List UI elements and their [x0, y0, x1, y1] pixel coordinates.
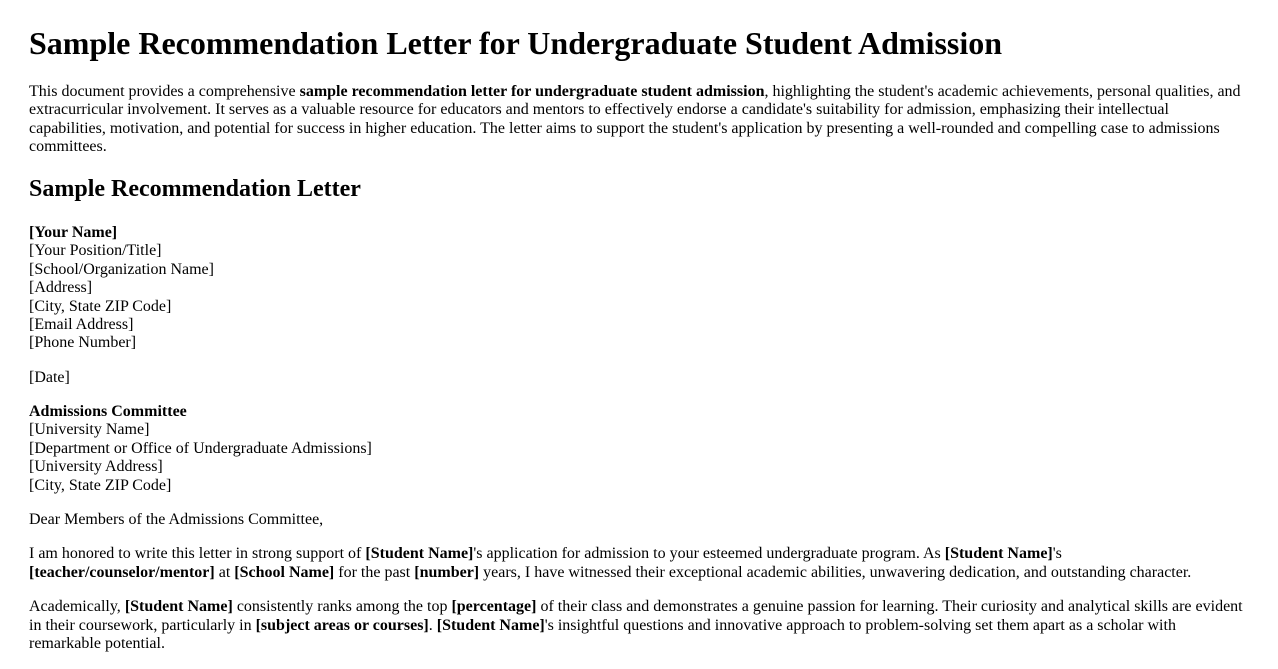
section-heading: Sample Recommendation Letter	[29, 176, 361, 203]
date-line: [Date]	[29, 368, 70, 386]
sender-line-organization: [School/Organization Name]	[29, 260, 214, 278]
sender-name: [Your Name]	[29, 223, 118, 241]
recipient-line-city-state-zip: [City, State ZIP Code]	[29, 476, 172, 494]
sender-line-address: [Address]	[29, 279, 93, 297]
body-paragraph-1: I am honored to write this letter in strong support of [Student Name]'s application for admission to your esteemed undergraduate program. As [Student Name]'s [teacher/counselor/mentor] at [School Name] for the past [number] years, I have witnessed their exceptional academic abilities, unwavering dedication, and outstanding character.	[29, 545, 1192, 581]
recipient-line-address: [University Address]	[29, 458, 163, 476]
sender-line-city-state-zip: [City, State ZIP Code]	[29, 297, 172, 315]
sender-block	[29, 224, 1249, 353]
sender-line-phone: [Phone Number]	[29, 334, 137, 352]
body-paragraph-2: Academically, [Student Name] consistently ranks among the top [percentage] of their class and demonstrates a genuine passion for learning. Their curiosity and analytical skills are evident in their coursework, particularly in [subject areas or courses]. [Student Name]'s insightful questions and innovative approach to problem-solving set them apart as a scholar with remarkable potential.	[29, 598, 1243, 652]
document	[29, 25, 1249, 653]
intro-paragraph: This document provides a comprehensive sample recommendation letter for undergraduate student admission, highlighting the student's academic achievements, personal qualities, and extracurricular involvement. It serves as a valuable resource for educators and mentors to effectively endorse a candidate's suitability for admission, emphasizing their intellectual capabilities, motivation, and potential for success in higher education. The letter aims to support the student's application by presenting a well-rounded and compelling case to admissions committees.	[29, 82, 1241, 155]
page-title: Sample Recommendation Letter for Undergraduate Student Admission	[29, 25, 1003, 61]
recipient-line-university: [University Name]	[29, 421, 150, 439]
salutation: Dear Members of the Admissions Committee,	[29, 511, 324, 529]
sender-line-position: [Your Position/Title]	[29, 242, 162, 260]
recipient-line-department: [Department or Office of Undergraduate Admissions]	[29, 439, 372, 457]
sender-line-email: [Email Address]	[29, 315, 134, 333]
recipient-name: Admissions Committee	[29, 403, 187, 421]
recipient-block	[29, 403, 1249, 495]
